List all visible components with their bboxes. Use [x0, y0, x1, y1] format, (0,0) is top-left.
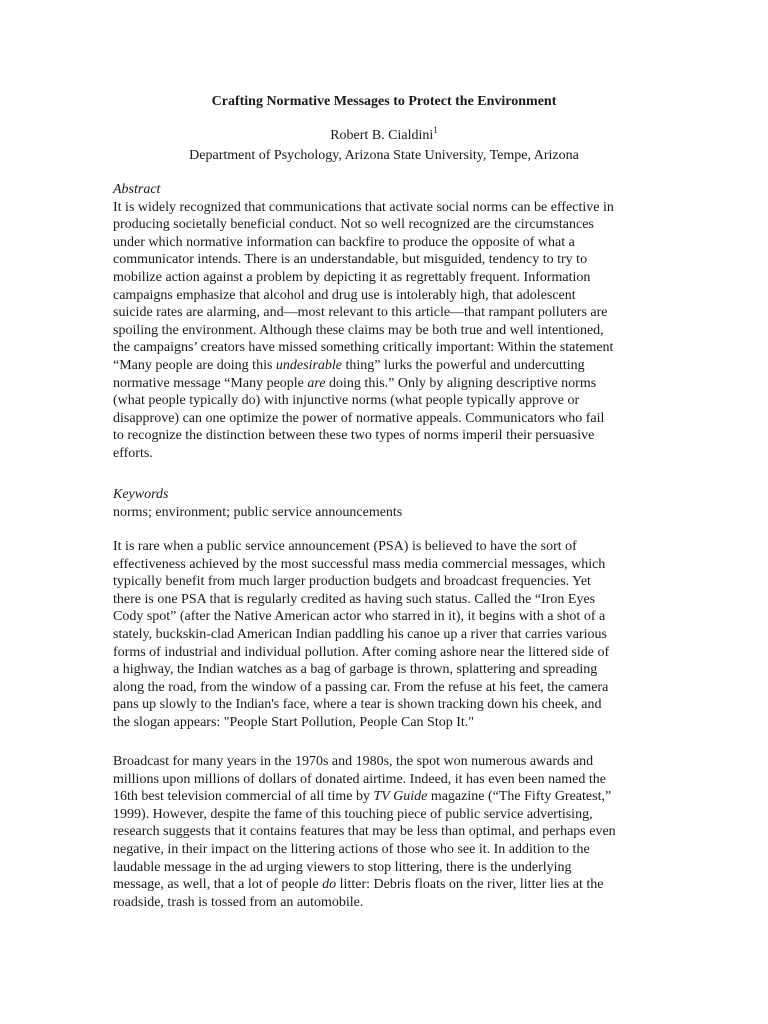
- author-line: [0, 127, 768, 144]
- abstract-section: [113, 181, 673, 463]
- paragraph-line: Cody spot” (after the Native American actor who starred in it), it begins with a shot of a: [113, 609, 606, 625]
- paragraph-text: magazine (“The Fifty Greatest,”: [427, 789, 612, 805]
- paragraph-text: message, as well, that a lot of people: [113, 877, 323, 893]
- abstract-line: disapprove) can one optimize the power of normative appeals. Communicators who fail: [113, 410, 605, 426]
- publication-name: TV Guide: [373, 789, 428, 805]
- paragraph-line: along the road, from the window of a passing car. From the refuse at his feet, the camera: [113, 679, 609, 695]
- abstract-line: suicide rates are alarming, and—most relevant to this article—that rampant polluters are: [113, 305, 608, 321]
- paragraph-line: there is one PSA that is regularly credited as having such status. Called the “Iron Eyes: [113, 591, 596, 607]
- paragraph-line: pans up slowly to the Indian's face, where a tear is shown tracking down his cheek, and: [113, 697, 602, 713]
- abstract-line: spoiling the environment. Although these claims may be both true and well intentioned,: [113, 322, 604, 338]
- paragraph-line: millions upon millions of dollars of donated airtime. Indeed, it has even been named the: [113, 771, 606, 787]
- paragraph-emphasis: do: [322, 877, 337, 893]
- paragraph-line: the slogan appears: "People Start Pollution, People Can Stop It.": [113, 714, 474, 730]
- author-affiliation: Department of Psychology, Arizona State University, Tempe, Arizona: [189, 148, 579, 163]
- abstract-line: to recognize the distinction between these two types of norms imperil their persuasive: [113, 428, 595, 444]
- paragraph-line: [113, 788, 673, 806]
- paragraph-line: laudable message in the ad urging viewers to stop littering, there is the underlying: [113, 859, 572, 875]
- paragraph-line: 1999). However, despite the fame of this touching piece of public service advertising,: [113, 806, 593, 822]
- paragraph-line: It is rare when a public service announcement (PSA) is believed to have the sort of: [113, 539, 577, 554]
- abstract-line: under which normative information can backfire to produce the opposite of what a: [113, 234, 575, 250]
- paragraph-line: typically benefit from much larger production budgets and broadcast frequencies. Yet: [113, 574, 591, 590]
- body-paragraph-2: [113, 753, 673, 911]
- paragraph-line: stately, buckskin-clad American Indian paddling his canoe up a river that carries various: [113, 626, 607, 642]
- paragraph-line: forms of industrial and individual pollution. After coming ashore near the littered side of: [113, 644, 610, 660]
- paragraph-line: Broadcast for many years in the 1970s and 1980s, the spot won numerous awards and: [113, 754, 594, 769]
- abstract-line: efforts.: [113, 445, 153, 461]
- paragraph-line: a highway, the Indian watches as a bag of garbage is thrown, splattering and spreading: [113, 662, 598, 678]
- keywords-heading: Keywords: [113, 487, 169, 502]
- keywords-section: [113, 486, 673, 521]
- abstract-line: (what people typically do) with injunctive norms (what people typically approve or: [113, 393, 580, 409]
- abstract-text: doing this.” Only by aligning descriptive norms: [325, 375, 597, 391]
- body-paragraph-1: [113, 538, 673, 732]
- author-name: Robert B. Cialdini: [330, 128, 434, 143]
- keywords-text: norms; environment; public service announcements: [113, 504, 403, 520]
- abstract-line: mobilize action against a problem by depicting it as regrettably frequent. Information: [113, 269, 591, 285]
- paragraph-text: litter: Debris floats on the river, litter lies at the: [336, 877, 604, 893]
- paragraph-line: effectiveness achieved by the most successful mass media commercial messages, which: [113, 556, 606, 572]
- paragraph-text: 16th best television commercial of all time by: [113, 789, 374, 805]
- abstract-line: [113, 357, 673, 375]
- abstract-line: It is widely recognized that communications that activate social norms can be effective in: [113, 199, 614, 215]
- paragraph-line: negative, in their impact on the littering actions of those who see it. In addition to the: [113, 841, 590, 857]
- abstract-line: campaigns emphasize that alcohol and drug use is intolerably high, that adolescent: [113, 287, 576, 303]
- abstract-emphasis: are: [307, 375, 326, 391]
- abstract-text: “Many people are doing this: [113, 357, 276, 373]
- abstract-line: producing societally beneficial conduct. Not so well recognized are the circumstances: [113, 217, 594, 233]
- author-footnote-marker: 1: [433, 125, 438, 135]
- abstract-text: normative message “Many people: [113, 375, 308, 391]
- abstract-text: thing” lurks the powerful and undercutting: [342, 357, 585, 373]
- abstract-line: communicator intends. There is an understandable, but misguided, tendency to try to: [113, 252, 588, 268]
- abstract-heading: Abstract: [113, 182, 161, 197]
- abstract-line: [113, 375, 673, 393]
- paper-title: Crafting Normative Messages to Protect the Environment: [211, 94, 557, 109]
- paragraph-line: roadside, trash is tossed from an automobile.: [113, 894, 364, 910]
- paragraph-line: research suggests that it contains features that may be less than optimal, and perhaps even: [113, 824, 616, 840]
- abstract-emphasis: undesirable: [275, 357, 343, 373]
- paragraph-line: [113, 876, 673, 894]
- abstract-line: the campaigns’ creators have missed something critically important: Within the statement: [113, 340, 614, 356]
